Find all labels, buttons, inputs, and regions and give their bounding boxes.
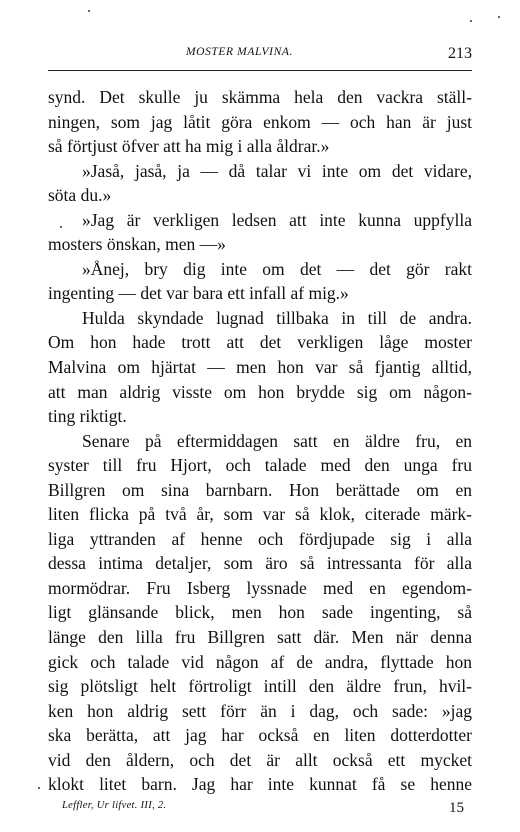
text-line: Hulda skyndade lugnad tillbaka in till de andra. [82,307,472,328]
text-line: så förtjust öfver att ha mig i alla åldrar.» [48,136,330,157]
print-speck [88,10,90,12]
text-line: mormödrar. Fru Isberg lyssnade med en egendom- [48,577,472,598]
page-body [48,85,472,797]
text-line: Malvina om hjärtat — men hon var så fjantig alltid, [48,357,472,378]
text-line: ska berätta, att jag har också en liten dotterdotter [48,725,472,746]
text-line: söta du.» [48,185,112,206]
text-line: gick och talade vid någon af de andra, flyttade hon [48,651,472,672]
text-line: »Jaså, jaså, ja — då talar vi inte om det vidare, [82,160,472,181]
print-speck [498,16,500,18]
text-line: Om hon hade trott att det verkligen låge moster [48,332,472,353]
text-line: liga yttranden af henne och fördjupade sig i alla [48,528,472,549]
text-line: liten flicka på två år, som var så klok, citerade märk- [48,504,472,525]
page-header [48,46,472,70]
text-line: Senare på eftermiddagen satt en äldre fru, en [82,430,472,451]
text-line: sig plötsligt helt förtroligt intill den äldre frun, hvil- [48,676,472,697]
print-speck [470,20,472,22]
running-title: MOSTER MALVINA. [186,46,293,58]
text-line: ningen, som jag låtit göra enkom — och han är just [48,111,472,132]
print-speck [60,226,62,228]
text-line: mosters önskan, men —» [48,234,226,255]
print-speck [38,787,40,789]
text-line: Billgren om sina barnbarn. Hon berättade om en [48,479,472,500]
text-line: ingenting — det var bara ett infall af mig.» [48,283,349,304]
text-line: vid den åldern, och det är allt också ett mycket [48,749,472,770]
text-line: klokt litet barn. Jag har inte kunnat få se henne [48,774,472,795]
text-line: ligt glänsande blick, men hon sade ingenting, så [48,602,472,623]
page-number: 213 [448,45,472,62]
text-line: att man aldrig visste om hon brydde sig om någon- [48,381,472,402]
text-line: syster till fru Hjort, och talade med den unga fru [48,455,472,476]
text-line: synd. Det skulle ju skämma hela den vackra ställ- [48,87,472,107]
text-line: ting riktigt. [48,406,127,427]
text-line: länge den lilla fru Billgren satt där. Men när denna [48,627,472,648]
signature-mark: 15 [449,800,464,816]
text-line: dessa intima detaljer, som äro så intressanta för alla [48,553,472,574]
printer-signature: Leffler, Ur lifvet. III, 2. [62,800,167,811]
page-footer [62,800,472,820]
text-line: »Jag är verkligen ledsen att inte kunna uppfylla [82,209,472,230]
text-line: ken hon aldrig sett förr än i dag, och sade: »jag [48,700,472,721]
header-rule [48,70,472,71]
text-line: »Ånej, bry dig inte om det — det gör rakt [82,258,472,279]
